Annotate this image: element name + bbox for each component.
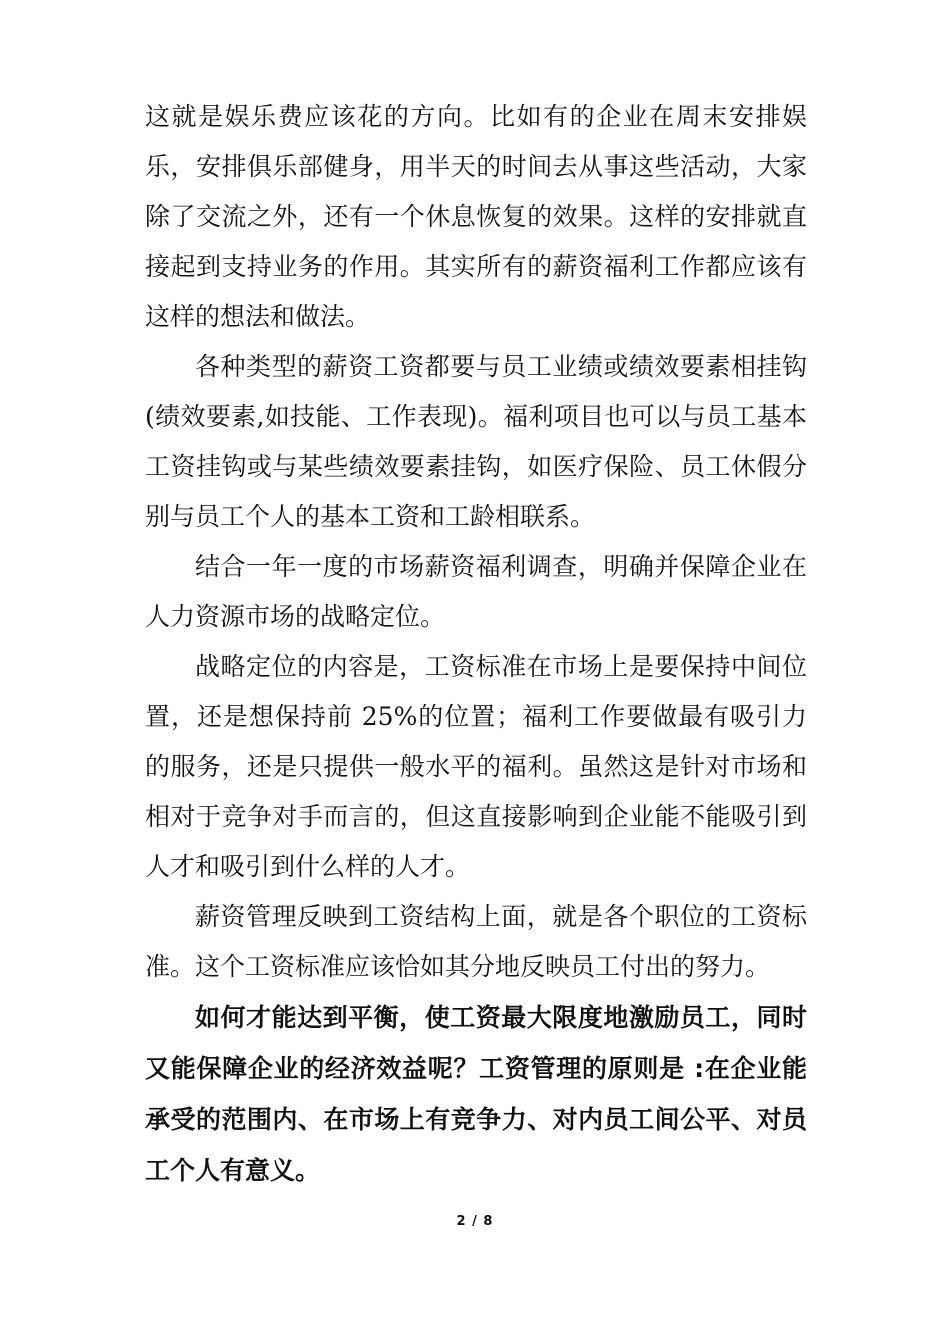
page-indicator: 2 / 8 [456,1214,494,1229]
paragraph-4: 战略定位的内容是，工资标准在市场上是要保持中间位置，还是想保持前 25%的位置；福利工作要做最有吸引力的服务，还是只提供一般水平的福利。虽然这是针对市场和相对于竞争对手而言的，但这直接影响到企业能不能吸引到人才和吸引到什么样的人才。 [145,652,807,881]
document-body [145,92,807,1196]
paragraph-6-bold: 如何才能达到平衡，使工资最大限度地激励员工，同时又能保障企业的经济效益呢？工资管理的原则是 :在企业能承受的范围内、在市场上有竞争力、对内员工间公平、对员工个人有意义。 [145,1003,807,1185]
paragraph-2: 各种类型的薪资工资都要与员工业绩或绩效要素相挂钩(绩效要素,如技能、工作表现)。福利项目也可以与员工基本工资挂钩或与某些绩效要素挂钩，如医疗保险、员工休假分别与员工个人的基本工资和工龄相联系。 [145,352,807,531]
paragraph-3: 结合一年一度的市场薪资福利调查，明确并保障企业在人力资源市场的战略定位。 [145,552,807,631]
paragraph-5: 薪资管理反映到工资结构上面，就是各个职位的工资标准。这个工资标准应该恰如其分地反映员工付出的努力。 [145,902,807,981]
paragraph-1: 这就是娱乐费应该花的方向。比如有的企业在周末安排娱乐，安排俱乐部健身，用半天的时间去从事这些活动，大家除了交流之外，还有一个休息恢复的效果。这样的安排就直接起到支持业务的作用。其实所有的薪资福利工作都应该有这样的想法和做法。 [145,102,807,331]
